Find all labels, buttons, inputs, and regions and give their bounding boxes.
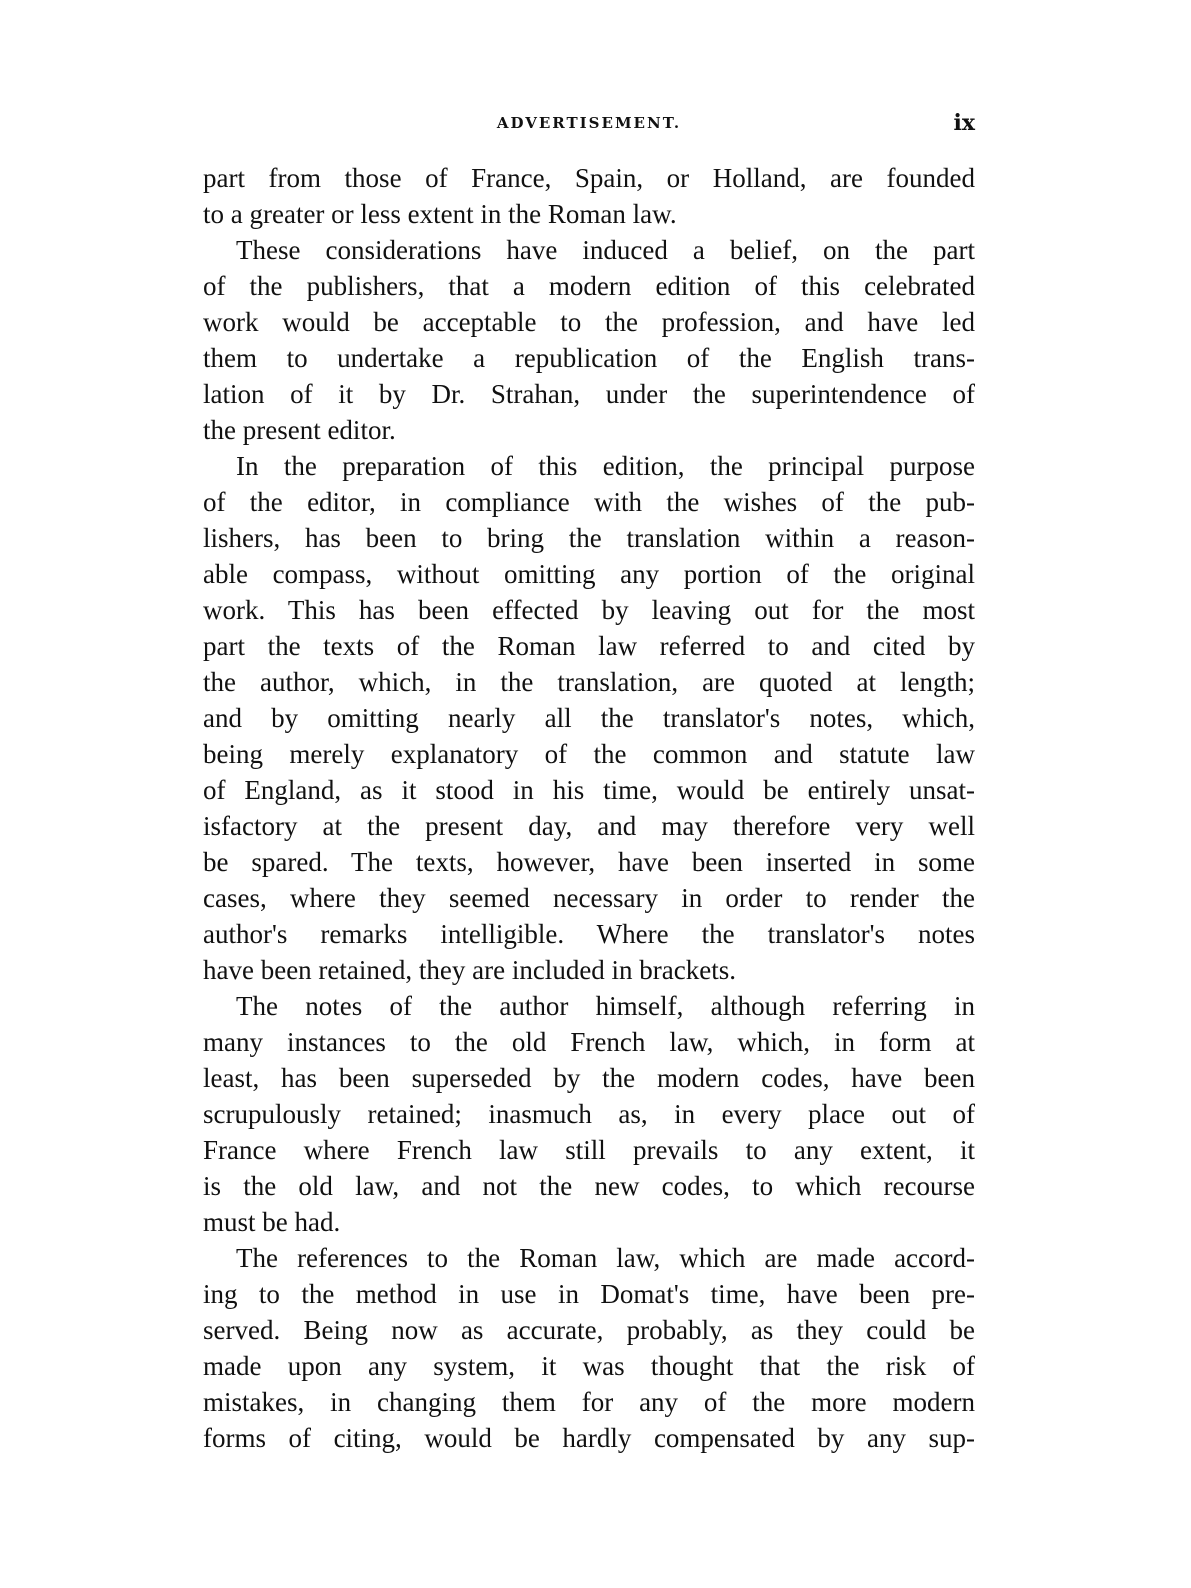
text-line: part from those of France, Spain, or Holland, are founded bbox=[203, 163, 975, 193]
text-line: mistakes, in changing them for any of the more modern bbox=[203, 1387, 975, 1417]
text-line: least, has been superseded by the modern codes, have been bbox=[203, 1063, 975, 1093]
text-line: author's remarks intelligible. Where the translator's notes bbox=[203, 919, 975, 949]
text-line: work. This has been effected by leaving out for the most bbox=[203, 595, 975, 625]
text-line: must be had. bbox=[203, 1207, 341, 1237]
text-line: made upon any system, it was thought that the risk of bbox=[203, 1351, 975, 1381]
running-head bbox=[203, 108, 975, 138]
text-line: is the old law, and not the new codes, to which recourse bbox=[203, 1171, 975, 1201]
text-line: to a greater or less extent in the Roman law. bbox=[203, 199, 677, 229]
text-line: of the editor, in compliance with the wishes of the pub- bbox=[203, 487, 975, 517]
text-line: France where French law still prevails to any extent, it bbox=[203, 1135, 975, 1165]
paragraph-first-line: In the preparation of this edition, the principal purpose bbox=[236, 451, 975, 481]
text-line: ing to the method in use in Domat's time, have been pre- bbox=[203, 1279, 975, 1309]
text-line: lishers, has been to bring the translation within a reason- bbox=[203, 523, 975, 553]
text-line: work would be acceptable to the profession, and have led bbox=[203, 307, 975, 337]
text-line: be spared. The texts, however, have been inserted in some bbox=[203, 847, 975, 877]
text-line: part the texts of the Roman law referred to and cited by bbox=[203, 631, 975, 661]
text-line: the present editor. bbox=[203, 415, 396, 445]
text-line: of the publishers, that a modern edition of this celebrated bbox=[203, 271, 975, 301]
text-line: served. Being now as accurate, probably, as they could be bbox=[203, 1315, 975, 1345]
text-line: cases, where they seemed necessary in order to render the bbox=[203, 883, 975, 913]
paragraph-first-line: These considerations have induced a belief, on the part bbox=[236, 235, 975, 265]
text-line: isfactory at the present day, and may therefore very well bbox=[203, 811, 975, 841]
paragraph-first-line: The notes of the author himself, although referring in bbox=[236, 991, 975, 1021]
text-line: and by omitting nearly all the translator's notes, which, bbox=[203, 703, 975, 733]
body-text bbox=[203, 160, 975, 1456]
text-line: able compass, without omitting any portion of the original bbox=[203, 559, 975, 589]
text-line: scrupulously retained; inasmuch as, in every place out of bbox=[203, 1099, 975, 1129]
text-line: many instances to the old French law, which, in form at bbox=[203, 1027, 975, 1057]
text-line: them to undertake a republication of the English trans- bbox=[203, 343, 975, 373]
running-title: ADVERTISEMENT. bbox=[496, 114, 682, 132]
text-line: being merely explanatory of the common and statute law bbox=[203, 739, 975, 769]
text-line: forms of citing, would be hardly compensated by any sup- bbox=[203, 1423, 975, 1453]
paragraph-first-line: The references to the Roman law, which are made accord- bbox=[236, 1243, 975, 1273]
text-line: the author, which, in the translation, are quoted at length; bbox=[203, 667, 975, 697]
text-line: of England, as it stood in his time, would be entirely unsat- bbox=[203, 775, 975, 805]
text-line: have been retained, they are included in brackets. bbox=[203, 955, 736, 985]
page-number: ix bbox=[953, 110, 975, 136]
text-line: lation of it by Dr. Strahan, under the superintendence of bbox=[203, 379, 975, 409]
